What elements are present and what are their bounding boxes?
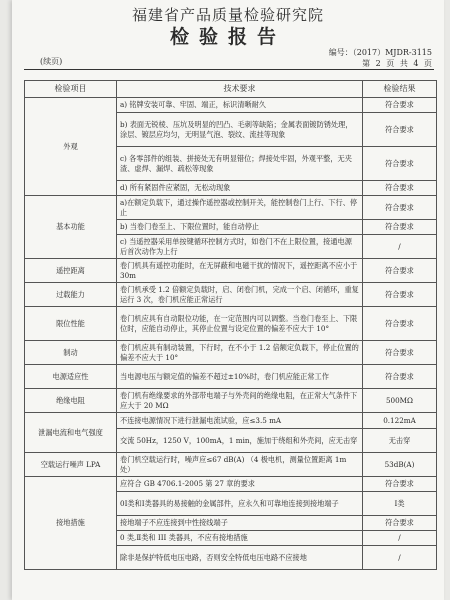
cell-item: 接地措施 [25, 477, 117, 570]
document-number: 编号：（2017）MJDR-3115 [328, 48, 432, 57]
table-header-row [25, 81, 437, 98]
cell-requirement: 当电源电压与额定值的偏差不超过±10%时，卷门机应能正常工作 [117, 365, 363, 389]
table-row [25, 413, 437, 429]
cell-item: 外观 [25, 98, 117, 196]
cell-result: 符合要求 [363, 283, 437, 307]
cell-requirement: 不连接电源情况下进行泄漏电流试验，应≤3.5 mA [117, 413, 363, 429]
cell-result: Ⅰ类 [363, 492, 437, 516]
cell-result: 符合要求 [363, 147, 437, 181]
cell-item: 制动 [25, 341, 117, 365]
cell-requirement: 接地端子不应连接到中性接线端子 [117, 516, 363, 531]
cell-result: / [363, 546, 437, 570]
cell-requirement: 卷门机应具有自动限位功能，在一定范围内可以调整。当卷门卷至上、下限位时，应能自动停止，其停止位置与设定位置的偏差不应大于 10° [117, 307, 363, 341]
cell-result: 符合要求 [363, 477, 437, 492]
cell-result: 符合要求 [363, 220, 437, 235]
table-row [25, 283, 437, 307]
table-row [25, 196, 437, 220]
cell-result: 符合要求 [363, 98, 437, 113]
cell-requirement: 0Ⅰ类和Ⅰ类器具的易接触的金属部件，应永久和可靠地连接到接地端子 [117, 492, 363, 516]
cell-item: 限位性能 [25, 307, 117, 341]
cell-requirement: c) 当遥控器采用单按键循环控制方式时，如卷门不在上限位置，接通电源后首次动作为上行 [117, 235, 363, 259]
cell-result: 0.122mA [363, 413, 437, 429]
cell-item: 绝缘电阻 [25, 389, 117, 413]
page-label-3: 共 [399, 59, 408, 68]
cell-requirement: b) 表面无锐棱、压坑及明显的凹凸、毛刺等缺陷；金属表面镀防锈处理，涂层、镀层应均匀，无明显气泡、裂纹、流挂等现象 [117, 113, 363, 147]
header-item: 检验项目 [25, 81, 117, 98]
cell-item: 遥控距离 [25, 259, 117, 283]
cell-requirement: 0 类,Ⅱ类和 III 类器具，不应有接地措施 [117, 531, 363, 546]
header-requirement: 技术要求 [117, 81, 363, 98]
cell-item: 过载能力 [25, 283, 117, 307]
page-total: 4 [413, 59, 419, 68]
header-result: 检验结果 [363, 81, 437, 98]
page-label-1: 第 [362, 59, 371, 68]
cell-result: 符合要求 [363, 181, 437, 196]
cell-requirement: 交流 50Hz，1250 V，100mA，1 min，施加于绕组和外壳间，应无击穿 [117, 429, 363, 453]
cell-item: 电源适应性 [25, 365, 117, 389]
page-indicator [362, 58, 432, 69]
cell-result: 符合要求 [363, 259, 437, 283]
table-body [25, 98, 437, 570]
cell-result: 符合要求 [363, 516, 437, 531]
cell-result: 500MΩ [363, 389, 437, 413]
organization-name: 福建省产品质量检验研究院 [131, 6, 324, 24]
report-page [12, 0, 444, 600]
cell-requirement: 卷门机有绝缘要求的外部带电端子与外壳间的绝缘电阻，在正常大气条件下应大于 20 MΩ [117, 389, 363, 413]
table-row [25, 365, 437, 389]
cell-result: 符合要求 [363, 196, 437, 220]
cell-requirement: 卷门机空载运行时，噪声应≤67 dB(A) （4 极电机，测量位置距离 1m 处） [117, 453, 363, 477]
continued-label: (续页) [40, 57, 63, 66]
header-rule [24, 69, 434, 70]
table-row [25, 307, 437, 341]
page-label-4: 页 [424, 59, 432, 68]
cell-requirement: a)在额定负载下，通过操作遥控器或控制开关，能控制卷门上行、下行、停止 [117, 196, 363, 220]
cell-requirement: 应符合 GB 4706.1-2005 第 27 章的要求 [117, 477, 363, 492]
cell-requirement: 卷门机具有遥控功能时，在无屏蔽和电磁干扰的情况下，遥控距离不应小于 30m [117, 259, 363, 283]
cell-result: 符合要求 [363, 365, 437, 389]
cell-item: 基本功能 [25, 196, 117, 259]
cell-result: 符合要求 [363, 307, 437, 341]
cell-requirement: d) 所有紧固件应紧固，无松动现象 [117, 181, 363, 196]
cell-result: 符合要求 [363, 341, 437, 365]
table-row [25, 259, 437, 283]
cell-result: 符合要求 [363, 113, 437, 147]
cell-result: 53dB(A) [363, 453, 437, 477]
page-label-2: 页 [386, 59, 395, 68]
table-row [25, 341, 437, 365]
table-row [25, 453, 437, 477]
table-row [25, 98, 437, 113]
report-title: 检验报告 [169, 26, 286, 48]
cell-requirement: 卷门机应具有制动装置，下行时，在不小于 1.2 倍额定负载下，停止位置的偏差不应大于 10° [117, 341, 363, 365]
cell-requirement: c) 各零部件的组装、拼接处无有明显错位；焊接处牢固，外观平整，无夹渣、虚焊、漏焊、疏松等现象 [117, 147, 363, 181]
table-row [25, 389, 437, 413]
cell-result: / [363, 235, 437, 259]
cell-requirement: a) 铭牌安装可靠、牢固、端正，标识清晰耐久 [117, 98, 363, 113]
cell-requirement: 除非是保护特低电压电路，否则安全特低电压电路不应接地 [117, 546, 363, 570]
page-current: 2 [375, 59, 381, 68]
inspection-table [24, 80, 437, 570]
table-row [25, 477, 437, 492]
cell-requirement: 卷门机承受 1.2 倍额定负载时，启、闭卷门机，完成一个启、闭循环，重复运行 3 次，卷门机应能正常运行 [117, 283, 363, 307]
cell-result: / [363, 531, 437, 546]
cell-item: 泄漏电流和电气强度 [25, 413, 117, 453]
cell-result: 无击穿 [363, 429, 437, 453]
cell-requirement: b) 当卷门卷至上、下限位置时，能自动停止 [117, 220, 363, 235]
cell-item: 空载运行噪声 LPA [25, 453, 117, 477]
